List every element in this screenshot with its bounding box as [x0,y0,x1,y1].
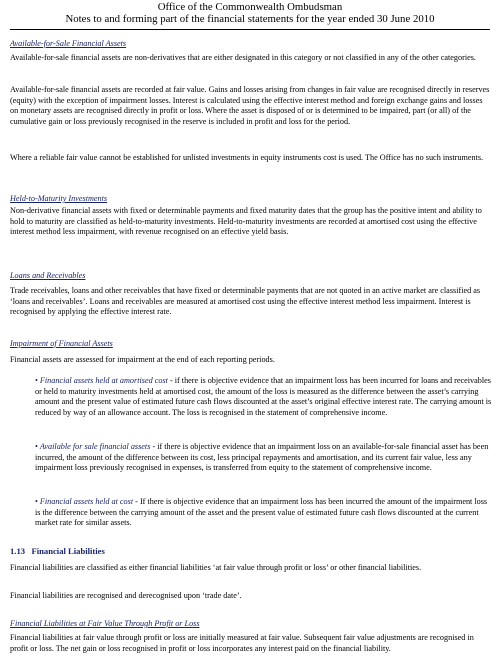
bullet-item-available-for-sale [35,442,493,474]
bullet-item-amortised-cost [35,376,493,418]
header-divider [10,29,490,30]
bullet-text: - if there is objective evidence that an impairment loss on an available-for-sale financial asset has been incurred, the amount of the difference between its cost, less principal repayments and amortisation, and its current fair value, less any impairment loss previously recognised in expenses, is transferred from equity to the statement of comprehensive income. [35,442,489,473]
section-title: Financial Liabilities [31,546,105,556]
org-title: Office of the Commonwealth Ombudsman [157,1,343,13]
bullet-dot-icon: • [35,497,38,506]
paragraph-afs-2: Available-for-sale financial assets are recorded at fair value. Gains and losses arising from changes in fair value are recognised directly in reserves (equity) with the exception of impairment losses. Interest is calculated using the effective interest method and foreign exchange gains and losses on monetary assets are recognised directly in profit or loss. Where the asset is disposed of or is determined to be impaired, part (or all) of the cumulative gain or loss previously recognised in the reserve is included in profit and loss for the period. [10,85,490,126]
section-heading-financial-liabilities [10,546,492,557]
bullet-term: Available for sale financial assets [39,442,151,451]
paragraph-afs-3: Where a reliable fair value cannot be established for unlisted investments in equity instruments cost is used. The Office has no such instruments. [10,153,484,162]
bullet-text: - if there is objective evidence that an impairment loss has been incurred for loans and receivables or held to maturity investments held at amortised cost, the amount of the loss is measured as the difference between the asset’s carrying amount and the present value of estimated future cash flows discounted at the asset’s original effective interest rate. The carrying amount is reduced by way of an allowance account. The loss is recognised in the statement of comprehensive income. [35,376,492,417]
paragraph-htm-1: Non-derivative financial assets with fixed or determinable payments and fixed maturity dates that the group has the positive intent and ability to hold to maturity are classified as held-to-maturity investments. Held-to-maturity investments are recorded at amortised cost using the effective interest method less impairment, with revenue recognised on an effective yield basis. [10,206,482,237]
section-heading-loans: Loans and Receivables [10,271,86,280]
bullet-dot-icon: • [35,442,38,451]
section-number: 1.13 [10,546,26,556]
bullet-item-held-at-cost [35,497,493,529]
paragraph-liabilities-1: Financial liabilities are classified as either financial liabilities ‘at fair value through profit or loss’ or other financial liabilities. [10,563,422,572]
section-heading-fvtpl: Financial Liabilities at Fair Value Through Profit or Loss [10,619,200,628]
paragraph-loans-1: Trade receivables, loans and other receivables that have fixed or determinable payments that are not quoted in an active market are classified as ‘loans and receivables’. Loans and receivables are measured at amortised cost using the effective interest method less impairment. Interest is recognised by applying the effective interest rate. [10,286,481,317]
bullet-dot-icon: • [35,376,38,385]
bullet-term: Financial assets held at cost [39,497,134,506]
section-heading-impairment: Impairment of Financial Assets [10,339,113,348]
bullet-text: - If there is objective evidence that an impairment loss has been incurred the amount of the impairment loss is the difference between the carrying amount of the asset and the present value of estimated future cash flows discounted at the current market rate for similar assets. [35,497,488,528]
paragraph-impairment-1: Financial assets are assessed for impairment at the end of each reporting periods. [10,355,275,364]
section-heading-htm: Held-to-Maturity Investments [10,194,108,203]
paragraph-liabilities-2: Financial liabilities are recognised and derecognised upon ‘trade date’. [10,591,242,600]
paragraph-afs-1: Available-for-sale financial assets are non-derivatives that are either designated in this category or not classified in any of the other categories. [10,53,476,62]
document-subtitle: Notes to and forming part of the financial statements for the year ended 30 June 2010 [65,13,435,25]
bullet-term: Financial assets held at amortised cost [39,376,168,385]
paragraph-fvtpl-1: Financial liabilities at fair value through profit or loss are initially measured at fair value. Subsequent fair value adjustments are recognised in profit or loss. The net gain or loss recognised in profit or loss incorporates any interest paid on the financial liability. [10,633,474,653]
section-heading-afs: Available-for-Sale Financial Assets [10,39,127,48]
